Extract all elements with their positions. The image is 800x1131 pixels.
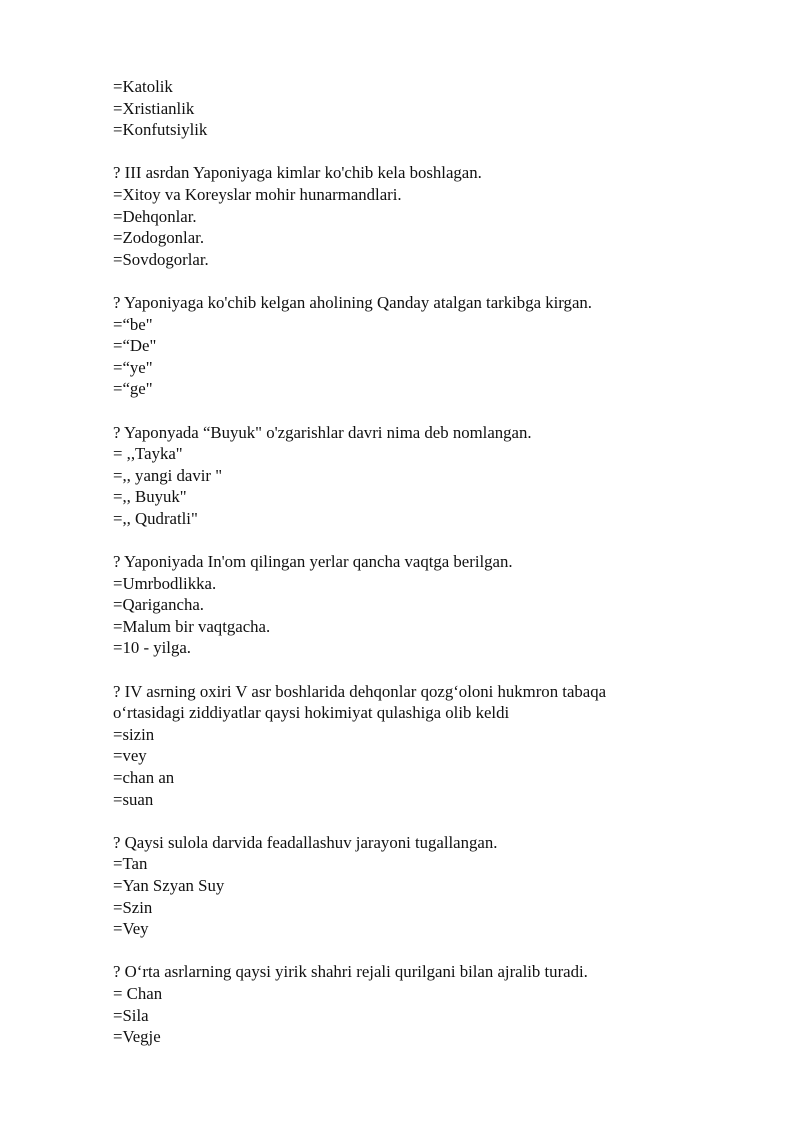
answer-option: =vey (113, 746, 147, 766)
answer-option: =,, Buyuk" (113, 487, 187, 507)
question-text: ? Yaponyada “Buyuk" o'zgarishlar davri nima deb nomlangan. (113, 422, 532, 442)
answer-option: =Szin (113, 897, 153, 917)
answer-option: =Konfutsiylik (113, 120, 208, 140)
answer-option: =10 - yilga. (113, 638, 191, 658)
answer-option: =“De" (113, 336, 157, 356)
answer-option: =Qarigancha. (113, 595, 204, 615)
answer-option: =,, yangi davir " (113, 465, 223, 485)
question-text: ? O‘rta asrlarning qaysi yirik shahri rejali qurilgani bilan ajralib turadi. (113, 962, 588, 982)
answer-option: =Xristianlik (113, 98, 195, 118)
answer-option: =Yan Szyan Suy (113, 875, 225, 895)
answer-option: =Sila (113, 1005, 149, 1025)
question-block-2 (113, 292, 713, 400)
answer-option: =“ye" (113, 357, 153, 377)
question-text: ? Yaponiyaga ko'chib kelgan aholining Qanday atalgan tarkibga kirgan. (113, 292, 592, 312)
question-block-6 (113, 832, 713, 940)
answer-option: =“ge" (113, 379, 153, 399)
answer-option: =sizin (113, 724, 155, 744)
question-text: ? III asrdan Yaponiyaga kimlar ko'chib kela boshlagan. (113, 163, 482, 183)
answer-option: =Vegje (113, 1027, 161, 1047)
answer-option: =chan an (113, 768, 175, 787)
question-text: ? Qaysi sulola darvida feadallashuv jarayoni tugallangan. (113, 832, 498, 852)
answer-option: =“be" (113, 314, 153, 334)
answer-option: =Xitoy va Koreyslar mohir hunarmandlari. (113, 184, 402, 204)
answer-option: =Zodogonlar. (113, 228, 205, 248)
answer-option: =Malum bir vaqtgacha. (113, 616, 271, 636)
answer-option: =suan (113, 789, 154, 809)
question-block-7 (113, 961, 713, 1047)
answer-option: = ,,Tayka" (113, 444, 183, 464)
question-block-0 (113, 76, 713, 141)
question-block-3 (113, 422, 713, 530)
answer-option: =Dehqonlar. (113, 206, 197, 226)
answer-option: =Sovdogorlar. (113, 249, 209, 269)
answer-option: =Tan (113, 854, 148, 874)
answer-option: =Vey (113, 919, 149, 939)
answer-option: =Katolik (113, 77, 173, 96)
question-block-4 (113, 551, 713, 659)
answer-option: =Umrbodlikka. (113, 573, 217, 593)
answer-option: =,, Qudratli" (113, 508, 198, 528)
question-block-5 (113, 681, 713, 811)
answer-option: = Chan (113, 983, 163, 1003)
document-page (113, 76, 713, 1048)
question-block-1 (113, 162, 713, 270)
question-text: ? Yaponiyada In'om qilingan yerlar qancha vaqtga berilgan. (113, 552, 513, 572)
question-text-continued: o‘rtasidagi ziddiyatlar qaysi hokimiyat qulashiga olib keldi (113, 703, 510, 723)
question-text: ? IV asrning oxiri V asr boshlarida dehqonlar qozg‘oloni hukmron tabaqa (113, 681, 607, 701)
